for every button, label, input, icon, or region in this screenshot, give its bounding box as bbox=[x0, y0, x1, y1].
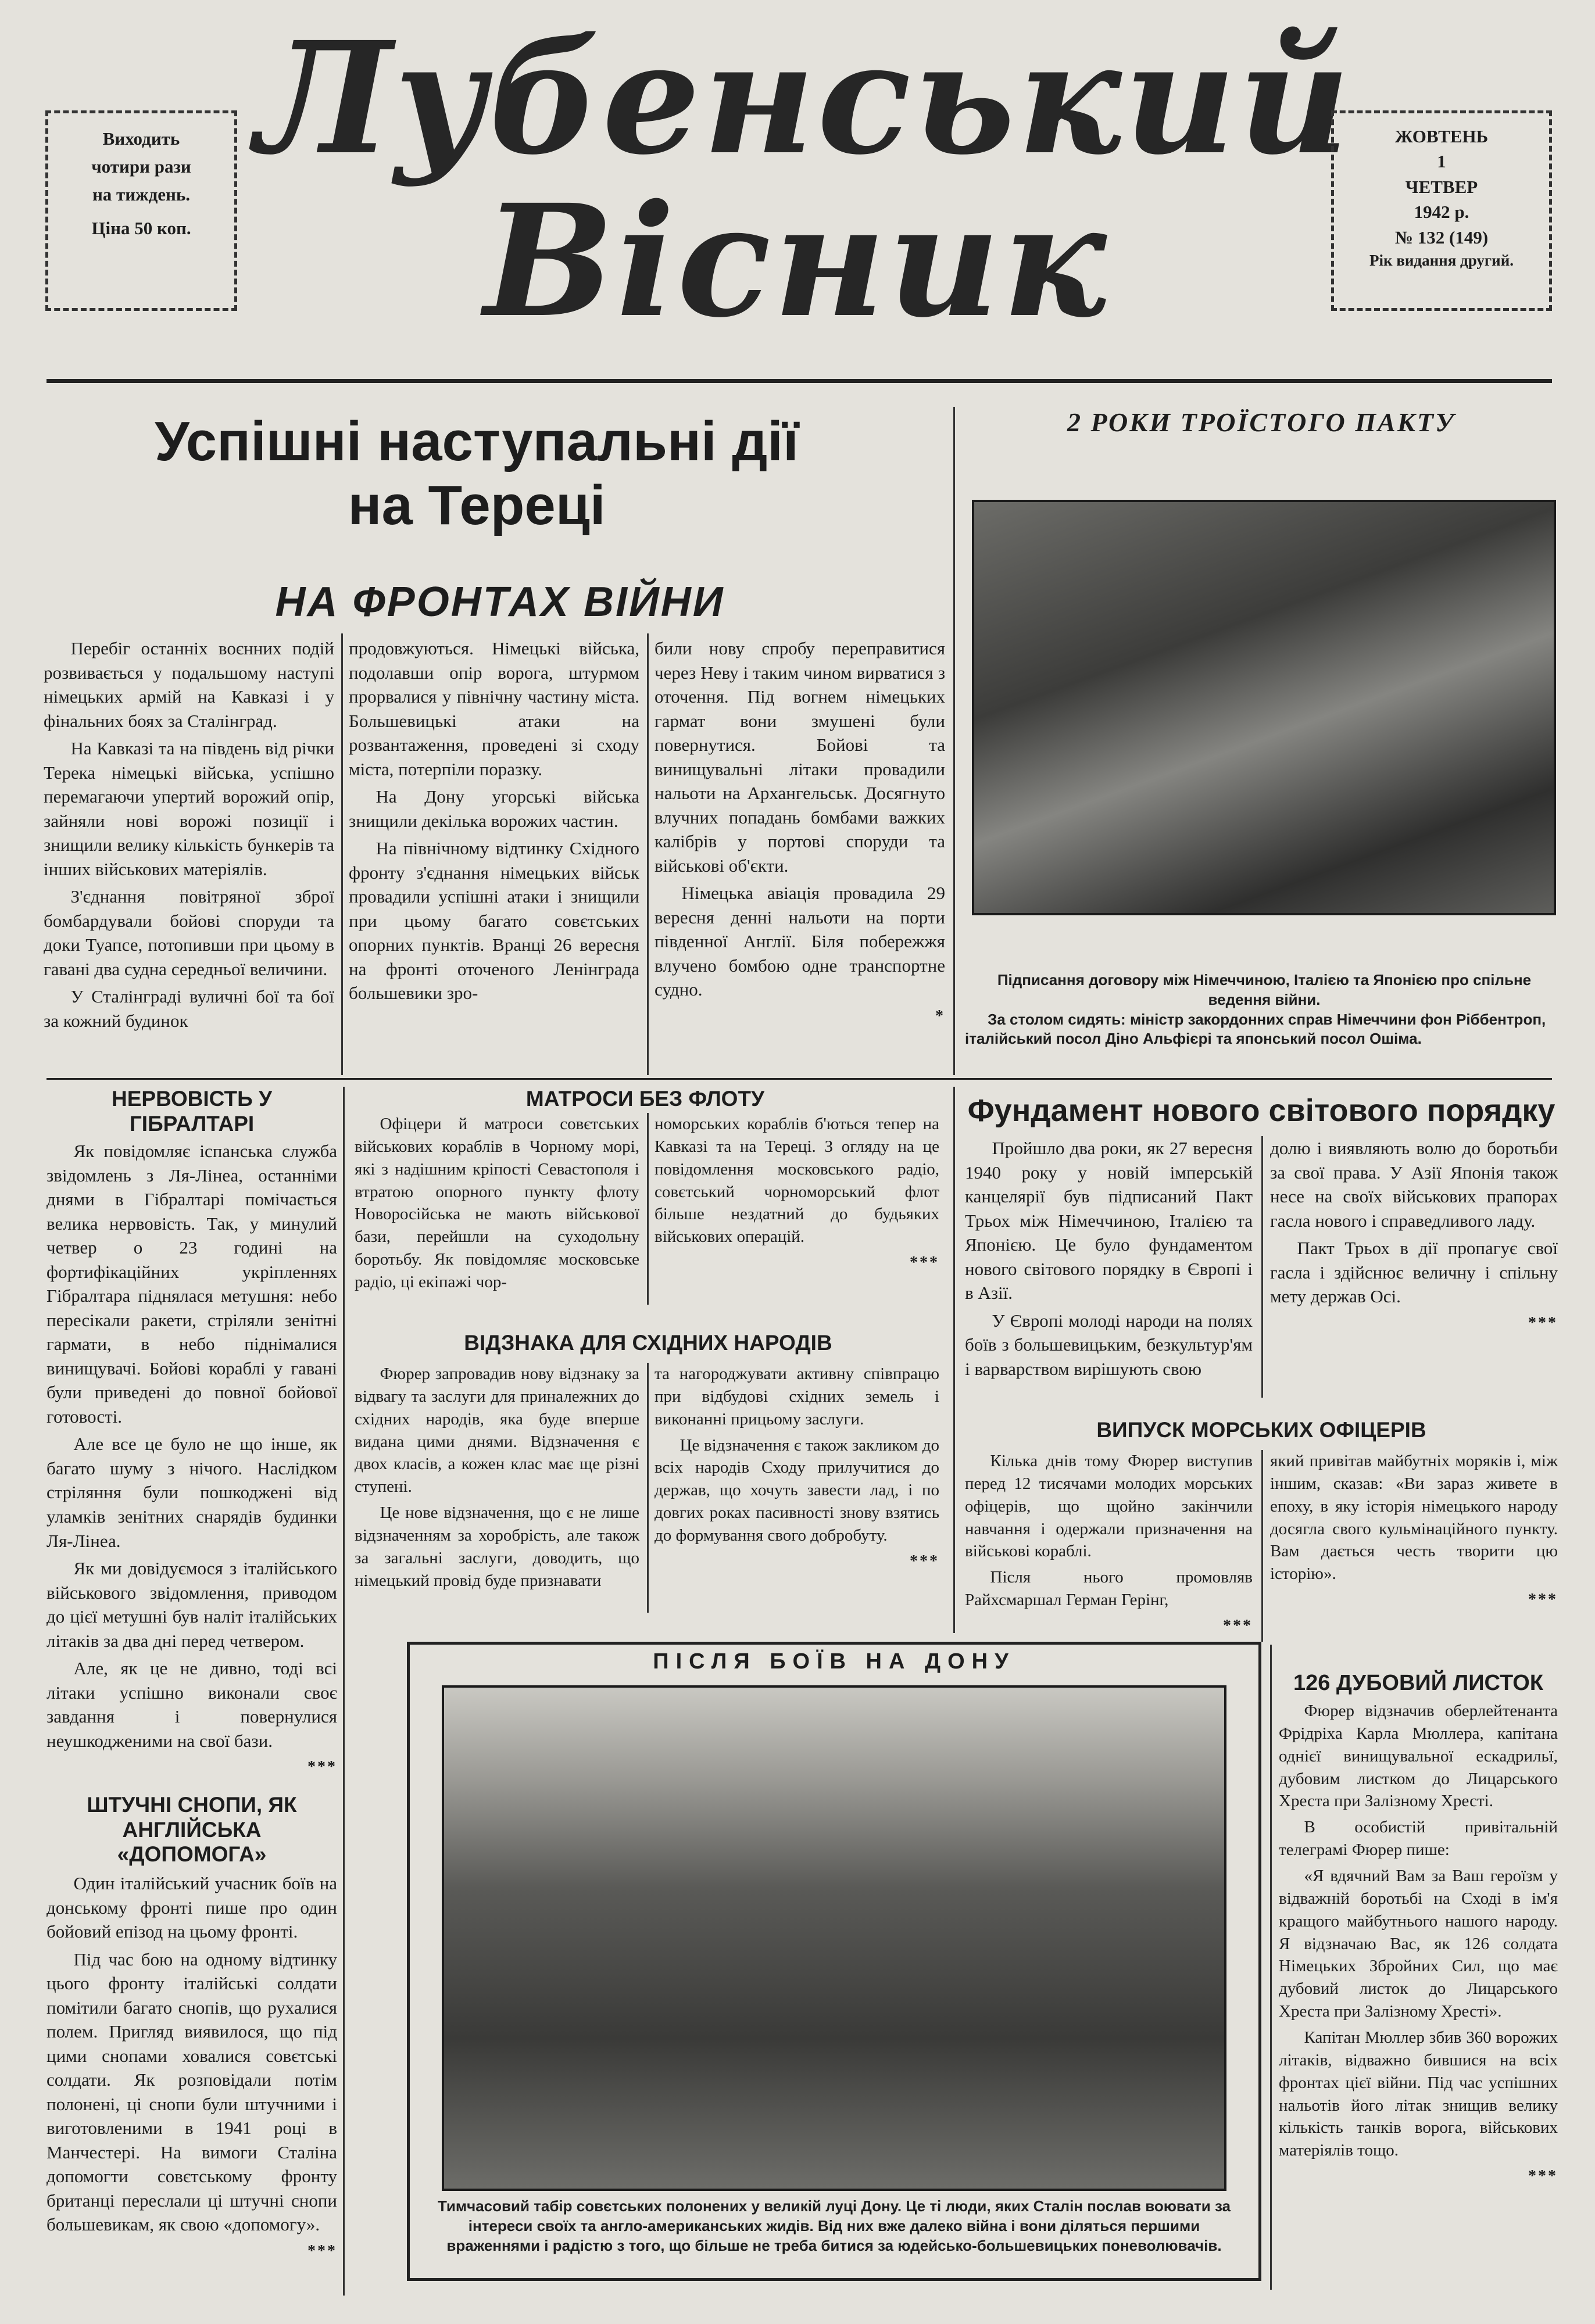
paragraph: Кілька днів тому Фюрер виступив перед 12 тисячами молодих морських офіцерів, що щойно закінчили навчання і одержали призначення на військові кораблі. bbox=[965, 1452, 1253, 1561]
paragraph: Офіцери й матроси совєтських військових кораблів в Чорному морі, які з надішним кріпості Севастополя і втратою опорного пункту флоту Новоросійська не мають військової бази, перейшли на суходольну боротьбу. Як повідомляє московське радіо, ці екіпажі чор- bbox=[355, 1115, 639, 1292]
don-prisoners-photo bbox=[442, 1685, 1226, 2191]
section-end-stars: *** bbox=[1528, 1313, 1558, 1332]
lead-column-2 bbox=[349, 636, 639, 1009]
paragraph: Фюрер запровадив нову відзнаку за відвагу та заслуги для приналежних до східних народів, яка буде вперше видана цими днями. Відзначення є двох класів, а кожен клас має ще різні ступені. bbox=[355, 1365, 639, 1496]
paragraph: Це нове відзначення, що є не лише відзначенням за хоробрість, але також за загальні заслуги, доводить, що німецький провід буде признавати bbox=[355, 1503, 639, 1590]
column-divider bbox=[647, 1113, 649, 1305]
pact-signing-photo bbox=[972, 500, 1556, 915]
foundation-title: Фундамент нового світового порядку bbox=[967, 1093, 1555, 1128]
column-divider bbox=[341, 633, 343, 1075]
paragraph: Німецька авіація провадила 29 вересня денні нальоти на порти південної Англії. Біля побережжя влучено бомбою одне транспортне судно. bbox=[655, 883, 945, 1000]
don-heading: ПІСЛЯ БОЇВ НА ДОНУ bbox=[653, 1649, 1015, 1674]
paragraph: В особистій привітальній телеграмі Фюрер пише: bbox=[1279, 1818, 1558, 1860]
page-vertical-rule bbox=[343, 1087, 345, 2296]
column-divider bbox=[1261, 1450, 1263, 1642]
paragraph: Один італійський учасник боїв на донському фронті пише про один бойовий епізод на цьому фронті. bbox=[47, 1873, 337, 1942]
section-end-stars: *** bbox=[1528, 1591, 1558, 1609]
paragraph: На північному відтинку Східного фронту з'єднання німецьких військ провадили успішні атаки і знищили при цьому багато совєтських опорних пунктів. Вранці 26 вересня на фронті оточеного Ленінграда большевики зро- bbox=[349, 838, 639, 1004]
award-title: ВІДЗНАКА ДЛЯ СХІДНИХ НАРОДІВ bbox=[464, 1331, 832, 1355]
paragraph: номорських кораблів б'ються тепер на Кавказі та на Тереці. З огляду на це повідомлення московського радіо, совєтський чорноморський флот більше нездатний до будьяких військових операцій. bbox=[655, 1115, 939, 1247]
lead-headline-line2: на Тереці bbox=[348, 474, 606, 536]
paragraph: продовжуються. Німецькі війська, подолавши опір ворога, штурмом прорвалися у північну частину міста. Большевицькі атаки на розвантаження, проведені зі сходу міста, потерпіли поразку. bbox=[349, 638, 639, 779]
publication-info-box bbox=[45, 110, 237, 311]
issue-number: № 132 (149) bbox=[1394, 227, 1489, 248]
paragraph: Але все це було не що інше, як багато шуму з нічого. Наслідком стріляння були пошкоджені від уламків зенітних снарядів будинки Ля-Лінеа. bbox=[47, 1434, 337, 1551]
gibraltar-article bbox=[47, 1139, 337, 1778]
sheaves-title: ШТУЧНІ СНОПИ, ЯК АНГЛІЙСЬКА «ДОПОМОГА» bbox=[87, 1793, 297, 1867]
sailors-column-1 bbox=[355, 1113, 639, 1297]
end-mark: * bbox=[935, 1007, 945, 1025]
award-column-2 bbox=[655, 1363, 939, 1572]
officers-column-1 bbox=[965, 1450, 1253, 1637]
paragraph: Але, як це не дивно, тоді всі літаки успішно виконали своє завдання і повернулися неушкодженими на свої бази. bbox=[47, 1658, 337, 1751]
paragraph: З'єднання повітряної зброї бомбардували бойові споруди та доки Туапсе, потопивши при цьому в гавані два судна середньої величини. bbox=[44, 886, 334, 979]
paragraph: «Я вдячний Вам за Ваш героїзм у відважній боротьбі на Сході в ім'я кращого майбутнього нашого народу. Я відзначаю Вас, як 126 солдата Німецьких Збройних Сил, що має дубовий листок до Лицарського Хреста при Залізному Хресті». bbox=[1279, 1867, 1558, 2021]
pact-photo-caption bbox=[965, 971, 1564, 1049]
lead-rubric: НА ФРОНТАХ ВІЙНИ bbox=[275, 579, 725, 625]
paragraph: били нову спробу переправитися через Неву і таким чином вирватися з оточення. Під вогнем німецьких гармат вони змушені були повернутися. Бойові та винищувальні літаки провадили нальоти на Архангельськ. Досягнуто влучних попадань бомбами важких калібрів у портові споруди та військові об'єкти. bbox=[655, 638, 945, 876]
page-vertical-rule bbox=[953, 407, 955, 1075]
issue-year: 1942 р. bbox=[1414, 202, 1469, 223]
publication-frequency: Виходить bbox=[102, 128, 180, 149]
paragraph: Фюрер відзначив оберлейтенанта Фрідріха Карла Мюллера, капітана однієї винищувальної ескадрильї, дубовим листком до Лицарського Хреста при Залізному Хресті. bbox=[1279, 1702, 1558, 1811]
section-end-stars: *** bbox=[307, 2241, 337, 2260]
column-divider bbox=[1261, 1136, 1263, 1398]
oakleaf-title: 126 ДУБОВИЙ ЛИСТОК bbox=[1293, 1671, 1544, 1695]
don-photo-caption: Тимчасовий табір совєтських полонених у великій луці Дону. Це ті люди, яких Сталін послав воювати за інтереси своїх та англо-американських жидів. Від них вже далеко війна і вони діляться першими враженнями і радістю з того, що більше не треба битися за юдейсько-большевицьких поневолювачів. bbox=[438, 2197, 1231, 2254]
lead-column-3 bbox=[655, 636, 945, 1027]
section-end-stars: *** bbox=[1223, 1617, 1253, 1635]
masthead-rule bbox=[47, 379, 1552, 383]
caption-line: За столом сидять: міністр закордонних справ Німеччини фон Ріббентроп, італійський посол Діно Альфієрі та японський посол Ошіма. bbox=[965, 1010, 1546, 1048]
newspaper-title-line1: Лубенський bbox=[256, 8, 1353, 189]
officers-title: ВИПУСК МОРСЬКИХ ОФІЦЕРІВ bbox=[1096, 1418, 1426, 1442]
page-vertical-rule bbox=[953, 1087, 955, 1633]
paragraph: На Дону угорські війська знищили декілька ворожих частин. bbox=[349, 786, 639, 831]
paragraph: На Кавказі та на південь від річки Терека німецькі війська, успішно перемагаючи упертий ворожий опір, зайняли нові ворожі позиції і знищили велику кількість бункерів та інших військових матеріялів. bbox=[44, 738, 334, 879]
foundation-column-1 bbox=[965, 1136, 1253, 1384]
gibraltar-title: НЕРВОВІСТЬ У ГІБРАЛТАРІ bbox=[112, 1087, 272, 1136]
column-divider bbox=[647, 1363, 649, 1613]
paragraph: Після нього промовляв Райхсмаршал Герман Герінг, bbox=[965, 1568, 1253, 1610]
paragraph: який привітав майбутніх моряків і, між іншим, сказав: «Ви зараз живете в епоху, в яку історія німецького народу досягла свого кульмінаційного пункту. Вам дається честь творити цю історію». bbox=[1270, 1452, 1558, 1584]
price: Ціна 50 коп. bbox=[91, 218, 191, 239]
publication-frequency: чотири рази bbox=[91, 156, 191, 177]
paragraph: У Європі молоді народи на полях боїв з большевицьким, безкультур'ям і варварством вирішують свою bbox=[965, 1310, 1253, 1379]
issue-info-box bbox=[1331, 110, 1552, 311]
paragraph: Пройшло два роки, як 27 вересня 1940 року у новій імперській канцелярії був підписаний Пакт Трьох між Німеччиною, Італією та Японією. Це було фундаментом нового світового порядку в Європі і в Азії. bbox=[965, 1138, 1253, 1304]
paragraph: Як ми довідуємося з італійського військового звідомлення, приводом до цієї метушні був наліт італійських літаків за два дні перед четвером. bbox=[47, 1558, 337, 1651]
pact-heading: 2 РОКИ ТРОЇСТОГО ПАКТУ bbox=[1067, 407, 1456, 437]
paragraph: долю і виявляють волю до боротьби за свої права. У Азії Японія також несе на своїх військових прапорах гасла нового і справедливого ладу. bbox=[1270, 1138, 1558, 1231]
section-end-stars: *** bbox=[910, 1254, 939, 1272]
paragraph: Капітан Мюллер збив 360 ворожих літаків, відважно бившися на всіх фронтах цієї війни. Під час успішних нальотів його літак знищив велику кількість танків ворога, військових матеріялів тощо. bbox=[1279, 2028, 1558, 2160]
page-vertical-rule bbox=[1270, 1645, 1272, 2290]
paragraph: Як повідомляє іспанська служба звідомлень з Ля-Лінеа, останніми днями в Гібралтарі помічається велика нервовість. Так, у минулий четвер о 23 годині на фортифікаційних укріпленнях Гібралтара піднялася метушня: небо пересікали ракети, стріляли зенітні гармати, в небо піднімалися винищувачі. Бойові кораблі у гавані були приведені до повної бойової готовості. bbox=[47, 1141, 337, 1427]
section-end-stars: *** bbox=[910, 1552, 939, 1570]
paragraph: та нагороджувати активну співпрацю при відбудові східних земель і виконанні прицьому заслуги. bbox=[655, 1365, 939, 1428]
paragraph: Під час бою на одному відтинку цього фронту італійські солдати помітили багато снопів, що рухалися полем. Пригляд виявилося, що під цими снопами ховалися совєтські солдати. Як розповідали потім полонені, ці снопи були штучними і виготовленими в 1941 році в Манчестері. На вимоги Сталіна допомогти совєтському фронту британці переслали ці штучні снопи большевикам, як свою «допомогу». bbox=[47, 1949, 337, 2235]
lead-headline-line1: Успішні наступальні дії bbox=[155, 410, 799, 472]
paragraph: Це відзначення є також закликом до всіх народів Сходу прилучитися до держав, що хочуть завести лад, і по довгих роках пасивності знову взятись до формування свого добробуту. bbox=[655, 1435, 939, 1545]
newspaper-title-line2: Вісник bbox=[484, 171, 1109, 352]
issue-weekday: ЧЕТВЕР bbox=[1405, 176, 1478, 197]
sailors-column-2 bbox=[655, 1113, 939, 1274]
issue-month: ЖОВТЕНЬ bbox=[1394, 126, 1489, 146]
publication-year: Рік видання другий. bbox=[1369, 251, 1514, 269]
oakleaf-article bbox=[1279, 1700, 1558, 2187]
sailors-title: МАТРОСИ БЕЗ ФЛОТУ bbox=[525, 1087, 765, 1111]
officers-column-2 bbox=[1270, 1450, 1558, 1611]
column-divider bbox=[647, 633, 649, 1075]
section-end-stars: *** bbox=[1528, 2167, 1558, 2186]
sheaves-article bbox=[47, 1871, 337, 2262]
paragraph: Пакт Трьох в дії пропагує свої гасла і здійснює величну і спільну мету держав Осі. bbox=[1270, 1238, 1558, 1307]
section-rule bbox=[47, 1078, 1552, 1080]
paragraph: У Сталінграді вуличні бої та бої за кожний будинок bbox=[44, 986, 334, 1031]
issue-day: 1 bbox=[1437, 151, 1446, 172]
foundation-column-2 bbox=[1270, 1136, 1558, 1334]
caption-line: Підписання договору між Німеччиною, Італією та Японією про спільне ведення війни. bbox=[997, 971, 1532, 1008]
paragraph: Перебіг останніх воєнних подій розвивається у подальшому наступі німецьких армій на Кавказі і у фінальних боях за Сталінград. bbox=[44, 638, 334, 731]
lead-column-1 bbox=[44, 636, 334, 1037]
section-end-stars: *** bbox=[307, 1758, 337, 1777]
award-column-1 bbox=[355, 1363, 639, 1596]
publication-frequency: на тиждень. bbox=[92, 184, 191, 205]
